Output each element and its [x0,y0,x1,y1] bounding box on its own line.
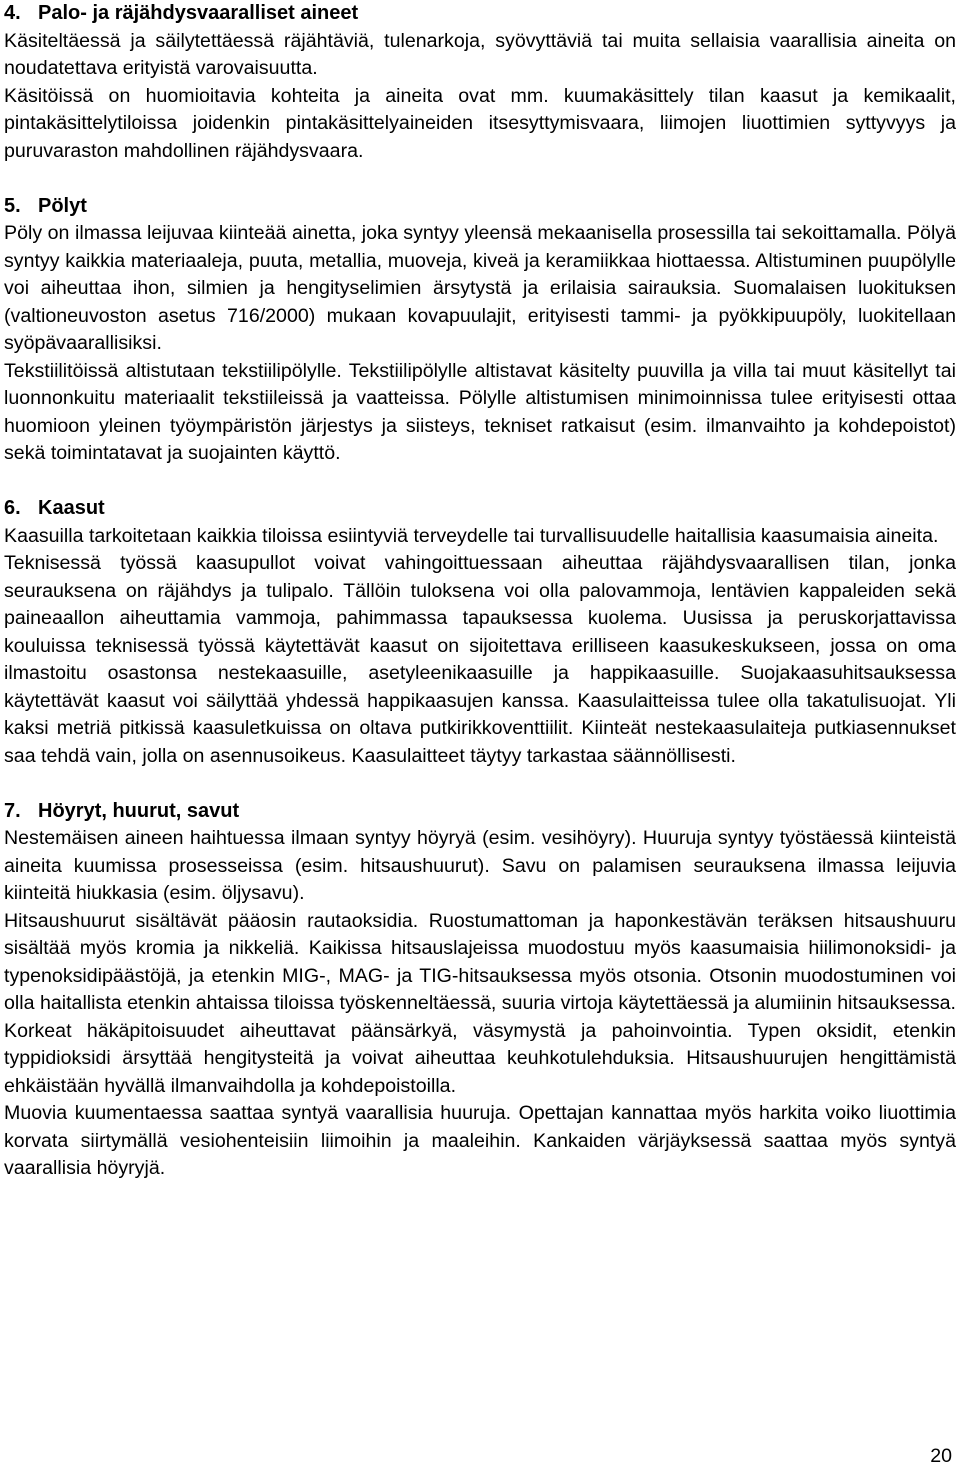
paragraph: Hitsaushuurut sisältävät pääosin rautaoksidia. Ruostumattoman ja haponkestävän teräksen hitsaushuuru sisältää myös kromia ja nikkeliä. Kaikissa hitsauslajeissa muodostuu myös kaasumaisia hiilimonoksidi- ja typenoksidipäästöjä, ja etenkin MIG-, MAG- ja TIG-hitsauksessa myös otsonia. Otsonin muodostuminen voi olla haitallista etenkin ahtaissa tiloissa työskenneltäessä, suuria virtoja käytettäessä ja alumiinin hitsauksessa. Korkeat häkäpitoisuudet aiheuttavat päänsärkyä, väsymystä ja pahoinvointia. Typen oksidit, etenkin typpidioksidi ärsyttää hengitysteitä ja voivat aiheuttaa keuhkotulehduksia. Hitsaushuurujen hengittämistä ehkäistään hyvällä ilmanvaihdolla ja kohdepoistoilla. [4,909,956,1097]
section-heading [4,495,956,523]
section-number: 7. [4,799,21,822]
section-spacer [4,770,956,798]
section-heading [4,798,956,826]
section-title: Höyryt, huurut, savut [38,799,240,822]
paragraph: Nestemäisen aineen haihtuessa ilmaan syntyy höyryä (esim. vesihöyry). Huuruja syntyy työstäessä kiinteistä aineita kuumissa prosesseissa (esim. hitsaushuurut). Savu on palamisen seurauksena ilmassa leijuvia kiinteitä hiukkasia (esim. öljysavu). [4,827,956,904]
paragraph: Tekstiilitöissä altistutaan tekstiilipölylle. Tekstiilipölylle altistavat käsitelty puuvilla ja villa tai muut käsitellyt tai luonnonkuitu materiaalit tekstiileissä ja vaatteissa. Pölylle altistumisen minimoinnissa tulee erityisesti ottaa huomioon yleinen työympäristön järjestys ja siisteys, tekniset ratkaisut (esim. ilmanvaihto ja kohdepoistot) sekä toimintatavat ja suojainten käyttö. [4,359,956,464]
section-heading [4,193,956,221]
paragraph: Käsitöissä on huomioitavia kohteita ja aineita ovat mm. kuumakäsittely tilan kaasut ja kemikaalit, pintakäsittelytiloissa joidenkin pintakäsittelyaineiden itsesyttymisvaara, liimojen liuottimien syttyvyys ja puruvaraston mahdollinen räjähdysvaara. [4,84,956,162]
section-spacer [4,468,956,496]
section-kaasut [4,495,956,770]
section-number: 4. [4,2,21,24]
section-heading [4,0,956,28]
document-page [4,0,956,1183]
section-palo-ja-rajahdysvaaralliset-aineet [4,0,956,165]
paragraph: Pöly on ilmassa leijuvaa kiinteää ainetta, joka syntyy yleensä mekaanisella prosessilla tai sekoittamalla. Pölyä syntyy kaikkia materiaaleja, puuta, metallia, muoveja, kiveä ja keramiikkaa hiottaessa. Altistuminen puupölylle voi aiheuttaa ihon, silmien ja hengityselimien ärsytystä ja erilaisia sairauksia. Suomalaisen luokituksen (valtioneuvoston asetus 716/2000) mukaan kovapuulajit, erityisesti tammi- ja pyökkipuupöly, luokitellaan syöpävaarallisiksi. [4,222,956,354]
section-title: Pölyt [38,194,87,217]
section-title: Kaasut [38,497,105,519]
page-number: 20 [930,1445,952,1467]
paragraph: Teknisessä työssä kaasupullot voivat vahingoittuessaan aiheuttaa räjähdysvaarallisen tilan, jonka seurauksena on räjähdys ja tulipalo. Tällöin tuloksena voi olla palovammoja, lentävien kappaleiden sekä paineaallon aiheuttamia vammoja, pahimmassa tapauksessa kuolema. Uusissa ja peruskorjattavissa kouluissa teknisessä työssä käytettävät kaasut on sijoitettava erilliseen kaasukeskukseen, jossa on oma ilmastoitu osastonsa nestekaasuille, asetyleenikaasuille ja happikaasuille. Suojakaasuhitsauksessa käytettävät kaasut voi säilyttää yhdessä happikaasujen kanssa. Kaasulaitteissa tulee olla takatulisuojat. Yli kaksi metriä pitkissä kaasuletkuissa on oltava putkirikkoventtiilit. Kiinteät nestekaasulaiteja putkiasennukset saa tehdä vain, jolla on asennusoikeus. Kaasulaitteet täytyy tarkastaa säännöllisesti. [4,552,956,767]
paragraph: Muovia kuumentaessa saattaa syntyä vaarallisia huuruja. Opettajan kannattaa myös harkita voiko liuottimia korvata siirtymällä vesiohenteisiin liimoihin ja maaleihin. Kankaiden värjäyksessä saattaa myös syntyä vaarallisia höyryjä. [4,1102,956,1179]
section-number: 5. [4,194,21,217]
section-number: 6. [4,497,21,519]
paragraph: Kaasuilla tarkoitetaan kaikkia tiloissa esiintyviä terveydelle tai turvallisuudelle haitallisia kaasumaisia aineita. [4,524,939,547]
section-hoyryt-huurut-savut [4,798,956,1183]
section-spacer [4,165,956,193]
section-polyt [4,193,956,468]
section-title: Palo- ja räjähdysvaaralliset aineet [38,2,359,24]
paragraph: Käsiteltäessä ja säilytettäessä räjähtäviä, tulenarkoja, syövyttäviä tai muita sellaisia vaarallisia aineita on noudatettava erityistä varovaisuutta. [4,29,956,79]
